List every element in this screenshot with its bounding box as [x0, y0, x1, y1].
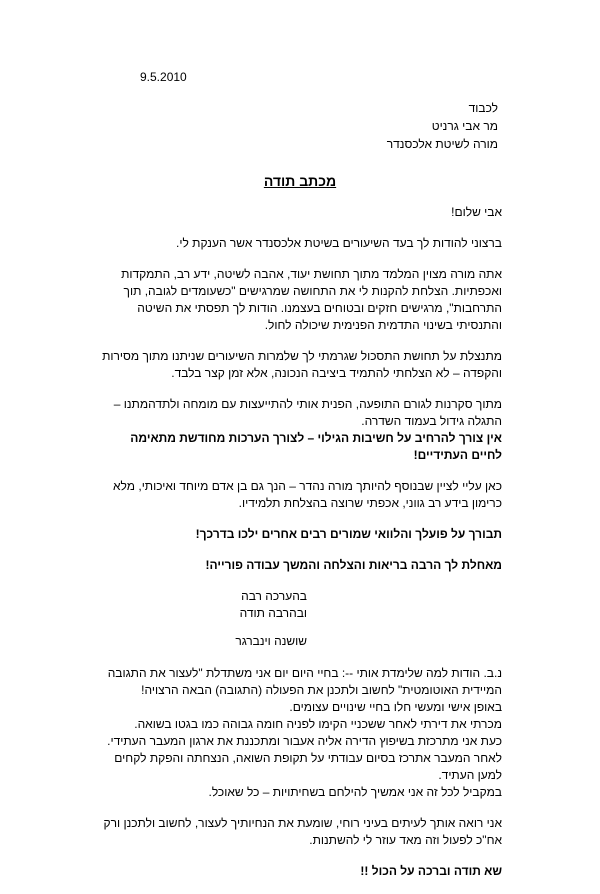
closing-line-1: בהערכה רבה — [241, 589, 307, 603]
recipient-block — [387, 99, 498, 153]
closing-block — [100, 588, 502, 622]
recipient-role: מורה לשיטת אלכסנדר — [386, 137, 498, 151]
letter-body — [100, 204, 502, 894]
paragraph-teacher: אתה מורה מצוין המלמד מתוך תחושת יעוד, אהבה לשיטה, ידע רב, התמקדות ואכפתיות. הצלחת להקנות לי את התחושה שמרגישים "כשעומדים לגובה, תוך התרחבות", מרגישים חזקים ובטוחים בעצמנו. הודות לך תפסתי את השיטה והתנסיתי בשינוי התדמית הפנימית שיכולה לחול. — [121, 267, 502, 332]
postscript-line: לאחר המעבר אתרכז בסיום עבודתי על תקופת השואה, הנצחתה והפקת לקחים למען העתיד. — [114, 751, 502, 782]
recipient-salutation: לכבוד — [468, 101, 498, 115]
paragraph-praise: כאן עליי לציין שבנוסף להיותך מורה נהדר – הנך גם בן אדם מיוחד ואיכותי, מלא כרימון בידע רב גווני, אכפתי שרוצה בהצלחת תלמידיו. — [113, 479, 502, 510]
postscript-line: באופן אישי ומעשי חלו בחיי שינויים עצומים. — [289, 700, 502, 714]
closing-line-2: ובהרבה תודה — [239, 606, 307, 620]
postscript — [100, 665, 502, 801]
postscript-line: כעת אני מתרכזת בשיפוץ הדירה אליה אעבור ומתכננת את ארגון המעבר העתידי. — [107, 734, 502, 748]
recipient-name: מר אבי גרניט — [431, 119, 498, 133]
postscript-line: במקביל לכל זה אני אמשיך להילחם בשחיתויות – כל שאוכל. — [208, 785, 502, 799]
greeting: אבי שלום! — [451, 205, 502, 219]
postscript-line: נ.ב. הודות למה שלימדת אותי --: בחיי היום יום אני משתדלת "לעצור את התגובה המיידית האוטומטית" לחשוב ולתכנן את הפעולה (התגובה) הבאה הרצויה! — [107, 666, 502, 697]
paragraph-thanks: ברצוני להודות לך בעד השיעורים בשיטת אלכסנדר אשר הענקת לי. — [176, 236, 502, 250]
postscript-line: מכרתי את דירתי לאחר ששכניי הקימו לפניה חומה גבוהה כמו בגטו בשואה. — [134, 717, 502, 731]
paragraph-apology: מתנצלת על תחושת התסכול שגרמתי לך שלמרות השיעורים שניתנו מתוך מסירות והקפדה – לא הצלחתי להתמיד ביציבה הנכונה, אלא זמן קצר בלבד. — [102, 349, 502, 380]
letter-date: 9.5.2010 — [140, 70, 187, 84]
letter-title: מכתב תודה — [263, 173, 337, 189]
bold-line-discovery: אין צורך להרחיב על חשיבות הגילוי – לצורך הערכות מחודשת מתאימה לחיים העתידיים! — [130, 431, 502, 462]
bold-line-wishes: מאחלת לך הרבה בריאות והצלחה והמשך עבודה פורייה! — [205, 558, 502, 572]
final-paragraph: אני רואה אותך לעיתים בעיני רוחי, שומעת את הנחיותיך לעצור, לחשוב ולתכנן ורק אח"כ לפעול וזה מאד עוזר לי להשתנות. — [103, 816, 502, 847]
paragraph-discovery: מתוך סקרנות לגורם התופעה, הפנית אותי להתייעצות עם מומחה ולתדהמתנו – התגלה גידול בעמוד השדרה. — [113, 397, 502, 428]
final-line: שא תודה וברכה על הכול !! — [360, 864, 502, 878]
signature: שושנה וינברגר — [235, 634, 307, 648]
bold-line-blessing: תבורך על פועלך והלוואי שמורים רבים אחרים ילכו בדרכך! — [195, 527, 502, 541]
